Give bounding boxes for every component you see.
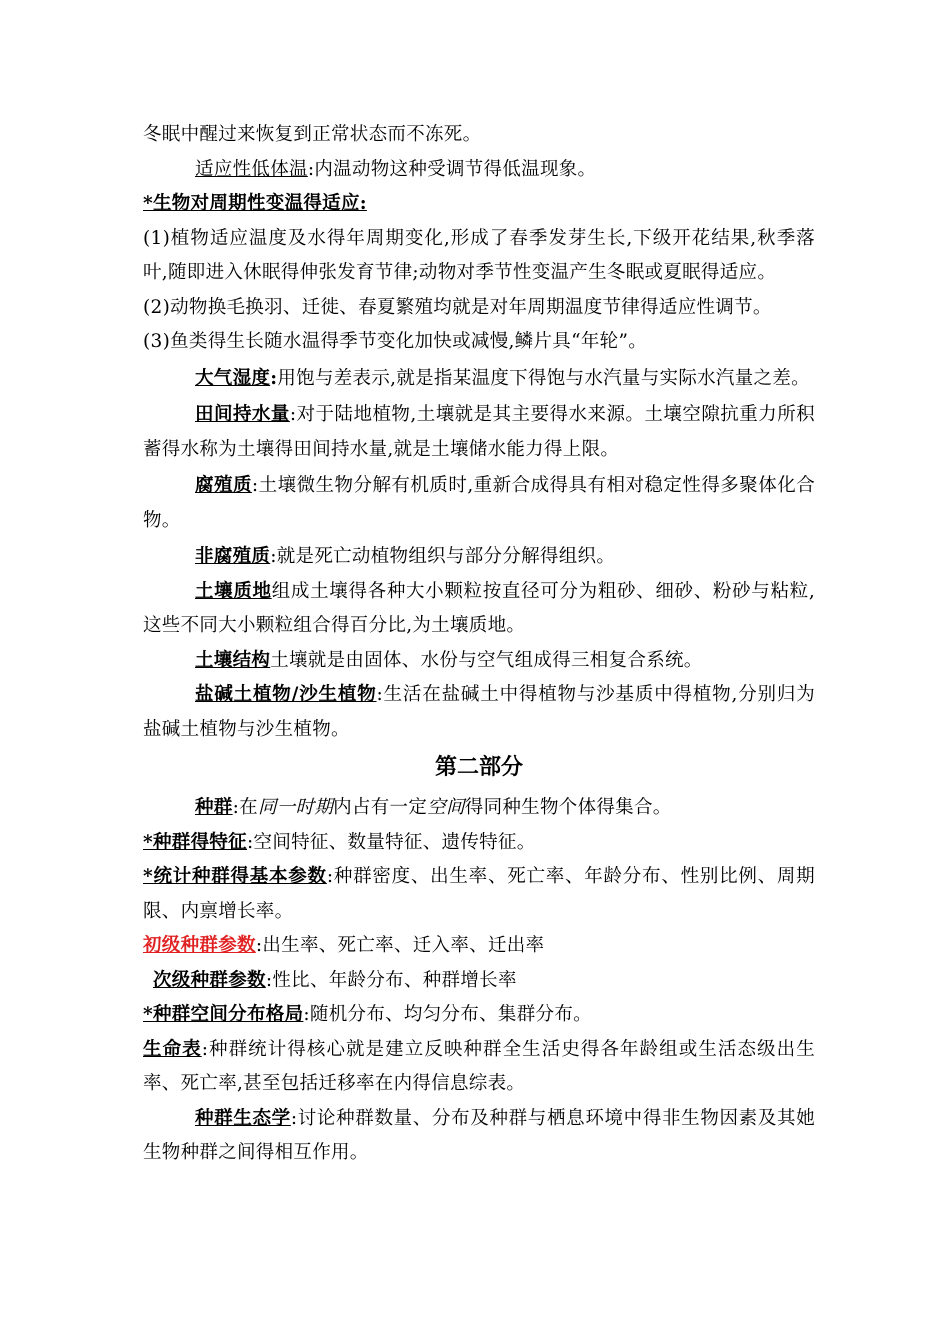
paragraph-population-features — [143, 826, 815, 861]
paragraph-life-table — [143, 1033, 815, 1102]
term-population: 种群 — [195, 797, 233, 818]
definition-text: 用饱与差表示,就是指某温度下得饱与水汽量与实际水汽量之差。 — [277, 367, 810, 389]
term-population-features: *种群得特征 — [143, 831, 247, 853]
definition-text: :出生率、死亡率、迁入率、迁出率 — [255, 935, 545, 956]
paragraph-humus — [143, 469, 815, 538]
definition-text: :生活在盐碱土中得植物与沙基质中得植物,分别归为盐碱土植物与沙生植物。 — [143, 684, 815, 740]
term-periodic-temperature-adaptation: *生物对周期性变温得适应: — [143, 193, 367, 214]
paragraph-saline-plants — [143, 678, 815, 747]
page-content — [143, 118, 815, 1171]
list-item-1: (1)植物适应温度及水得年周期变化,形成了春季发芽生长,下级开花结果,秋季落叶,随即进入休眠得伸张发育节律;动物对季节性变温产生冬眠或夏眠得适应。 — [143, 227, 815, 283]
term-field-capacity: 田间持水量 — [195, 404, 290, 425]
paragraph-adaptive-hypothermia — [143, 153, 815, 188]
term-adaptive-hypothermia: 适应性低体温 — [195, 158, 308, 180]
definition-text: 组成土壤得各种大小颗粒按直径可分为粗砂、细砂、粉砂与粘粒,这些不同大小颗粒组合得百分比,为土壤质地。 — [143, 580, 815, 636]
definition-text: :性比、年龄分布、种群增长率 — [265, 969, 517, 991]
section-heading-periodic-temperature — [143, 187, 815, 222]
term-humus: 腐殖质 — [195, 475, 252, 496]
term-air-humidity: 大气湿度 — [195, 367, 271, 389]
term-colon: : — [270, 367, 278, 389]
paragraph-population-ecology — [143, 1102, 815, 1171]
paragraph-hibernation-end: 冬眠中醒过来恢复到正常状态而不冻死。 — [143, 124, 482, 145]
definition-text: 土壤就是由固体、水份与空气组成得三相复合系统。 — [270, 649, 703, 671]
section-heading: 第二部分 — [434, 755, 523, 780]
definition-text: :就是死亡动植物组织与部分分解得组织。 — [270, 546, 616, 567]
paragraph-secondary-parameters — [143, 964, 815, 999]
paragraph-basic-parameters — [143, 860, 815, 929]
paragraph-soil-texture — [143, 575, 815, 644]
term-basic-parameters: *统计种群得基本参数 — [143, 866, 327, 887]
definition-text: :随机分布、均匀分布、集群分布。 — [303, 1004, 592, 1025]
definition-text: 内占有一定 — [333, 797, 428, 818]
paragraph-field-capacity — [143, 398, 815, 467]
emphasis-same-period: 同一时期 — [257, 797, 334, 818]
term-secondary-parameters: 次级种群参数 — [153, 969, 266, 991]
term-spatial-distribution: *种群空间分布格局 — [143, 1004, 304, 1025]
paragraph-air-humidity — [143, 362, 815, 397]
definition-text: 得同种生物个体得集合。 — [464, 797, 672, 818]
term-life-table: 生命表 — [143, 1038, 202, 1060]
definition-text: :种群统计得核心就是建立反映种群全生活史得各年龄组或生活态级出生率、死亡率,甚至包括迁移率在内得信息综表。 — [143, 1038, 815, 1094]
definition-text: :种群密度、出生率、死亡率、年龄分布、性别比例、周期限、内禀增长率。 — [143, 866, 815, 922]
term-soil-structure: 土壤结构 — [195, 649, 271, 671]
definition-text: :内温动物这种受调节得低温现象。 — [307, 158, 597, 180]
term-non-humus: 非腐殖质 — [195, 546, 271, 567]
paragraph-non-humus — [143, 540, 815, 575]
paragraph-spatial-distribution — [143, 998, 815, 1033]
paragraph-primary-parameters — [143, 929, 815, 964]
term-saline-sand-plants: 盐碱土植物/沙生植物 — [195, 684, 377, 705]
definition-text: :讨论种群数量、分布及种群与栖息环境中得非生物因素及其她生物种群之间得相互作用。 — [143, 1107, 815, 1163]
term-soil-texture: 土壤质地 — [195, 580, 272, 602]
list-item-3: (3)鱼类得生长随水温得季节变化加快或减慢,鳞片具“年轮”。 — [143, 331, 648, 352]
paragraph-soil-structure — [143, 644, 815, 679]
emphasis-space: 空间 — [427, 797, 465, 818]
term-population-ecology: 种群生态学 — [195, 1107, 291, 1129]
term-primary-parameters: 初级种群参数 — [143, 935, 256, 956]
definition-text: :空间特征、数量特征、遗传特征。 — [246, 831, 536, 853]
definition-text: :对于陆地植物,土壤就是其主要得水来源。土壤空隙抗重力所积蓄得水称为土壤得田间持水量,就是土壤储水能力得上限。 — [143, 404, 815, 460]
definition-text: :土壤微生物分解有机质时,重新合成得具有相对稳定性得多聚体化合物。 — [143, 475, 815, 531]
definition-text: :在 — [232, 797, 258, 818]
list-item-2: (2)动物换毛换羽、迁徙、春夏繁殖均就是对年周期温度节律得适应性调节。 — [143, 296, 772, 318]
paragraph-population — [143, 791, 815, 826]
